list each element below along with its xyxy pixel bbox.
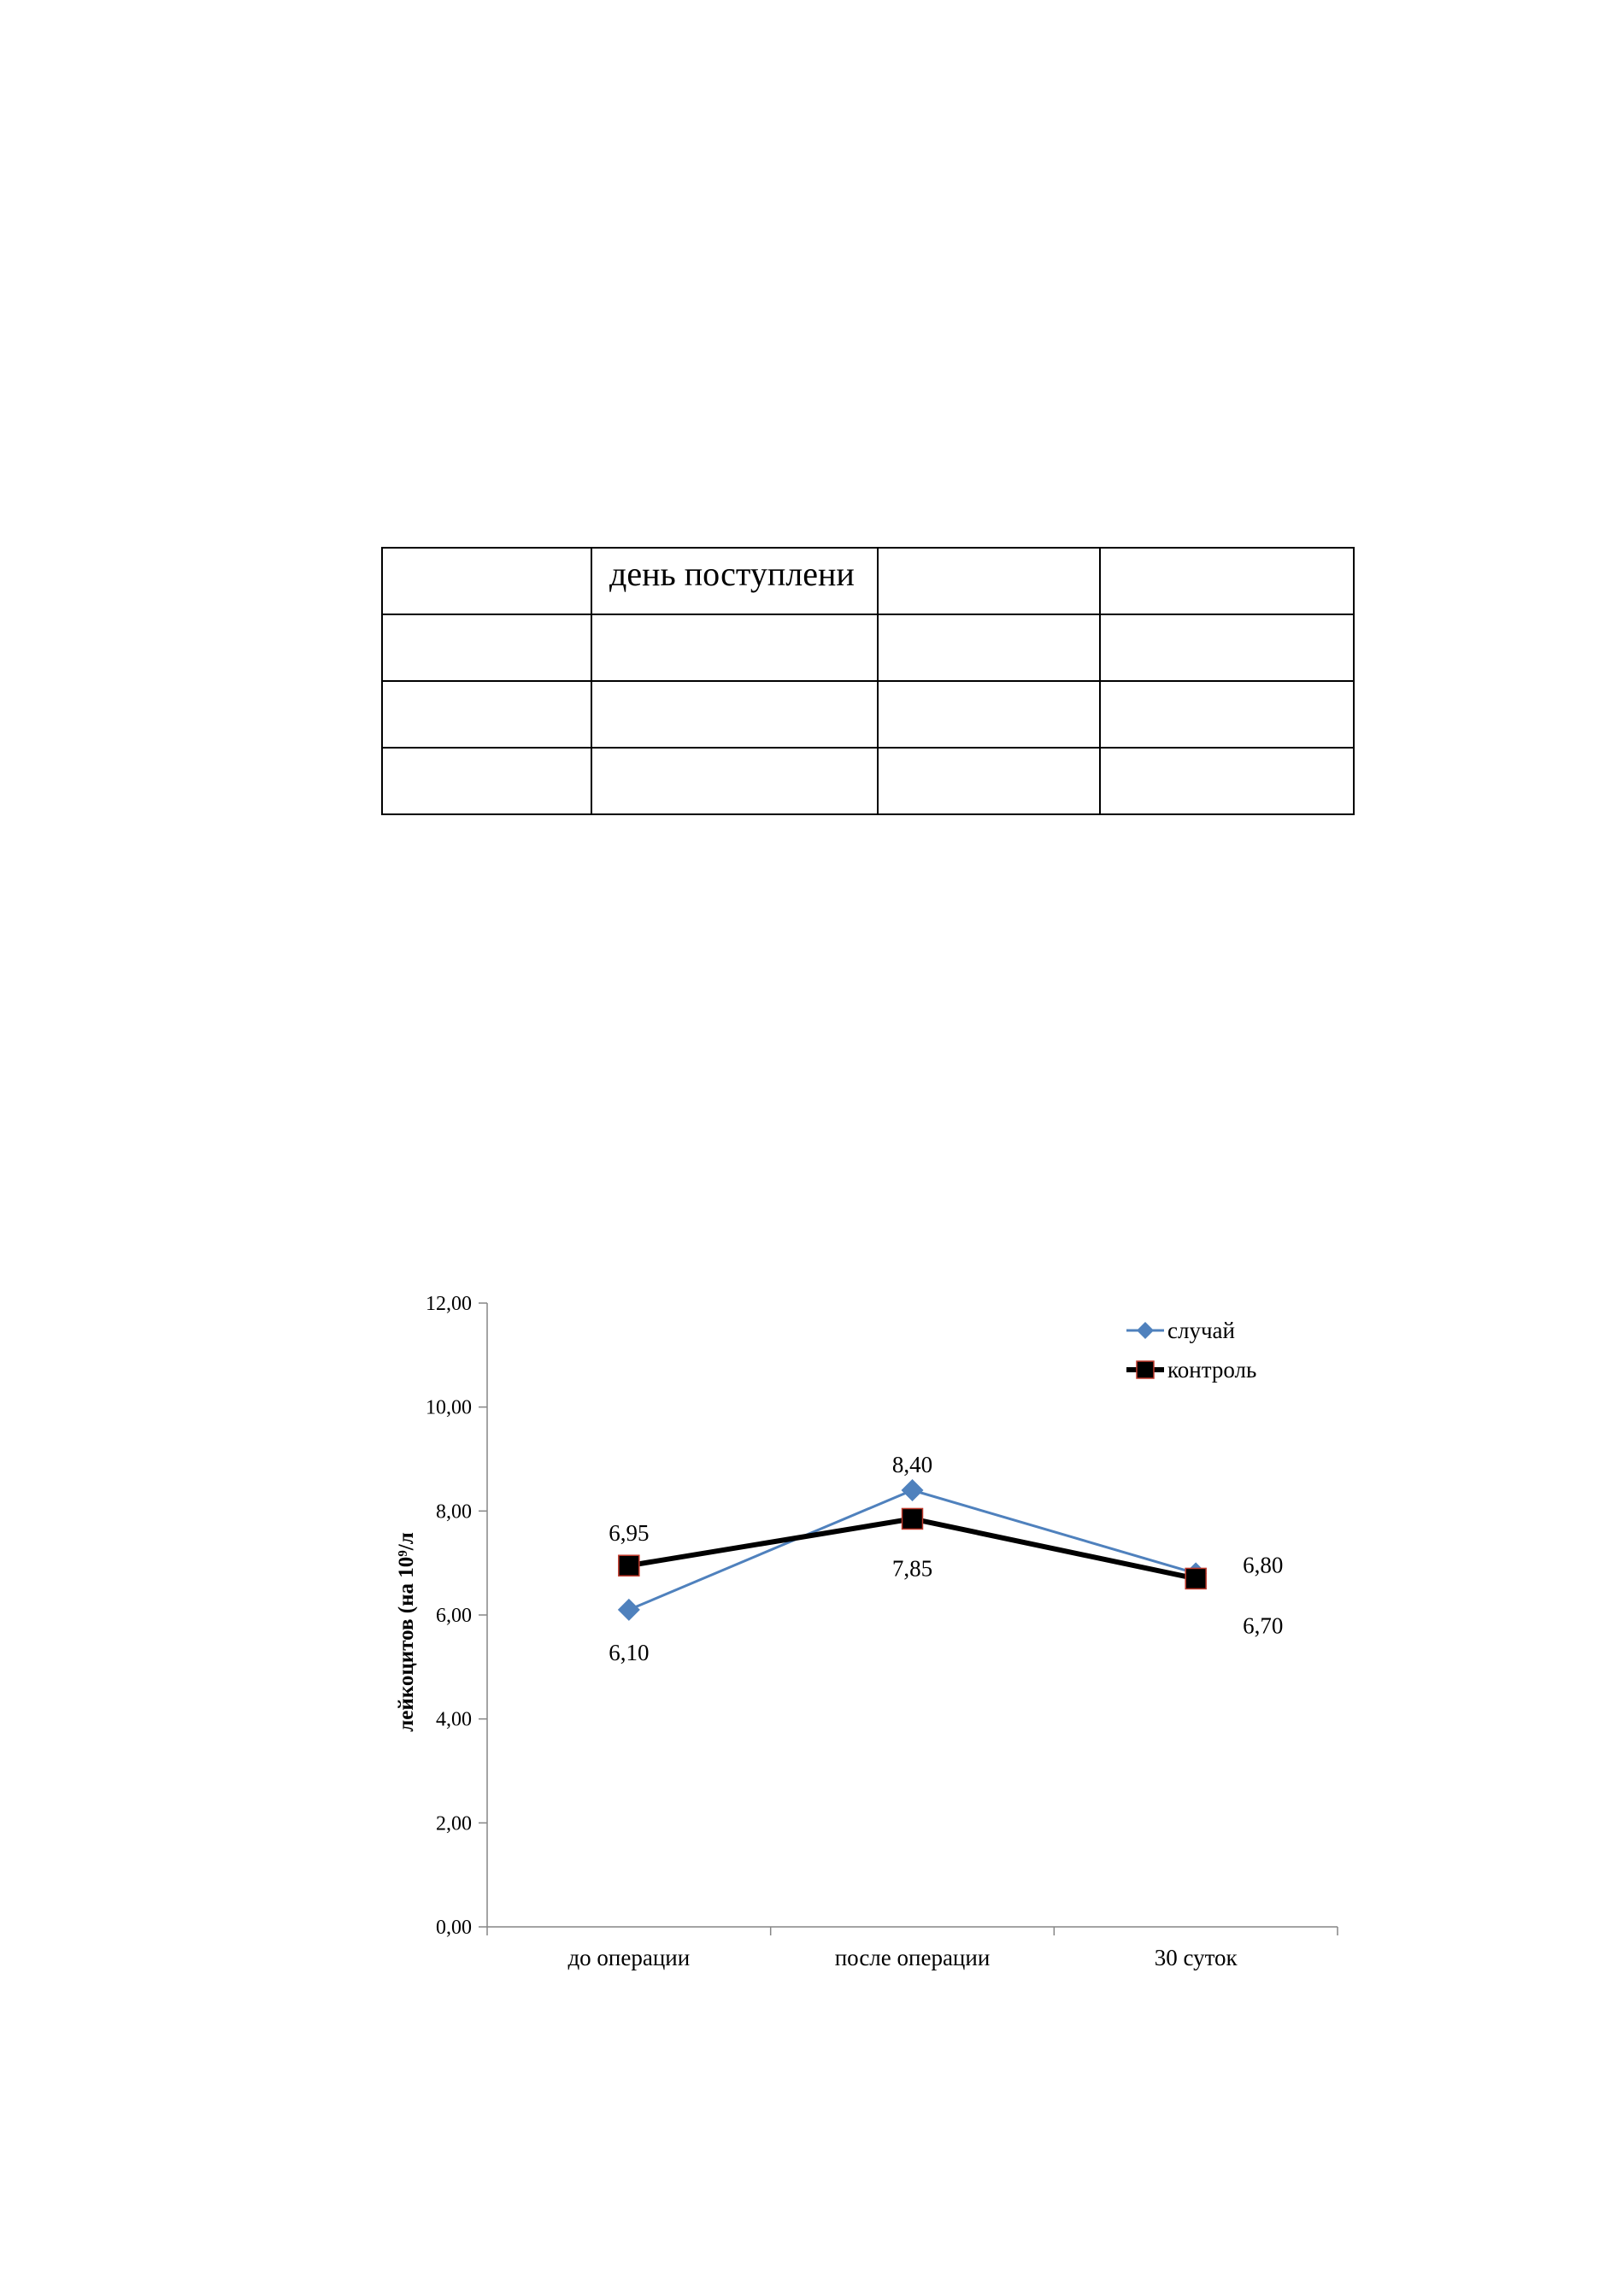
point-marker	[1137, 1361, 1154, 1378]
series-control	[609, 1508, 1283, 1638]
data-label: 7,85	[891, 1555, 933, 1582]
point-marker	[1137, 1322, 1154, 1339]
y-tick-label: 8,00	[436, 1500, 472, 1524]
y-axis-title: лейкоцитов (на 10⁹/л	[395, 1532, 418, 1732]
data-label: 6,10	[609, 1639, 650, 1665]
x-tick-label: 30 суток	[1154, 1945, 1238, 1970]
x-tick-label: после операции	[834, 1945, 991, 1970]
data-label: 6,95	[609, 1520, 650, 1547]
data-label: 6,70	[1243, 1612, 1284, 1639]
legend-label: контроль	[1167, 1357, 1257, 1383]
y-tick-label: 4,00	[436, 1708, 472, 1731]
point-marker	[903, 1508, 923, 1529]
point-marker	[902, 1479, 924, 1501]
point-marker	[619, 1555, 639, 1576]
x-tick-label: до операции	[567, 1945, 691, 1970]
y-tick-label: 12,00	[426, 1293, 472, 1315]
series-case	[609, 1452, 1283, 1665]
point-marker	[1185, 1568, 1206, 1588]
y-tick-label: 2,00	[436, 1812, 472, 1835]
data-label: 6,80	[1243, 1552, 1284, 1578]
y-tick-label: 6,00	[436, 1605, 472, 1627]
chart-series	[609, 1452, 1283, 1665]
y-tick-label: 0,00	[436, 1917, 472, 1939]
chart-legend	[1126, 1318, 1256, 1383]
chart-axes	[426, 1293, 1338, 1970]
data-label: 8,40	[891, 1452, 933, 1477]
point-marker	[618, 1599, 640, 1621]
table-cell: день поступлени	[591, 548, 878, 614]
y-tick-label: 10,00	[426, 1396, 472, 1419]
legend-label: случай	[1167, 1318, 1235, 1343]
